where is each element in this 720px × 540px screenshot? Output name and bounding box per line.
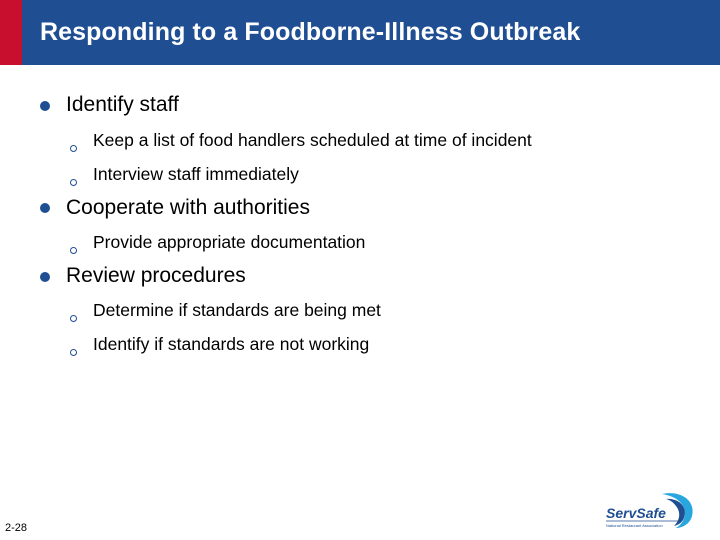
bullet-item: Cooperate with authorities	[66, 196, 310, 219]
sub-bullet-item: Keep a list of food handlers scheduled at time of incident	[93, 130, 532, 150]
sub-bullet-item: Determine if standards are being met	[93, 300, 381, 320]
sub-bullet-item: Provide appropriate documentation	[93, 232, 366, 252]
sub-bullet-item: Interview staff immediately	[93, 164, 299, 184]
svg-text:ServSafe: ServSafe	[606, 505, 666, 521]
svg-text:National Restaurant Associatio: National Restaurant Association	[606, 523, 663, 528]
bullet-item: Identify staff	[66, 93, 179, 116]
slide-title: Responding to a Foodborne-Illness Outbreak	[40, 18, 581, 46]
sub-bullet-ring-icon	[70, 145, 77, 152]
sub-bullet-item: Identify if standards are not working	[93, 334, 370, 354]
bullet-dot-icon	[40, 272, 50, 282]
sub-bullet-ring-icon	[70, 179, 77, 186]
bullet-dot-icon	[40, 101, 50, 111]
slide-number: 2-28	[5, 522, 28, 534]
bullet-dot-icon	[40, 203, 50, 213]
sub-bullet-ring-icon	[70, 247, 77, 254]
bullet-item: Review procedures	[66, 264, 246, 287]
sub-bullet-ring-icon	[70, 349, 77, 356]
sub-bullet-ring-icon	[70, 315, 77, 322]
servsafe-logo	[600, 490, 698, 532]
